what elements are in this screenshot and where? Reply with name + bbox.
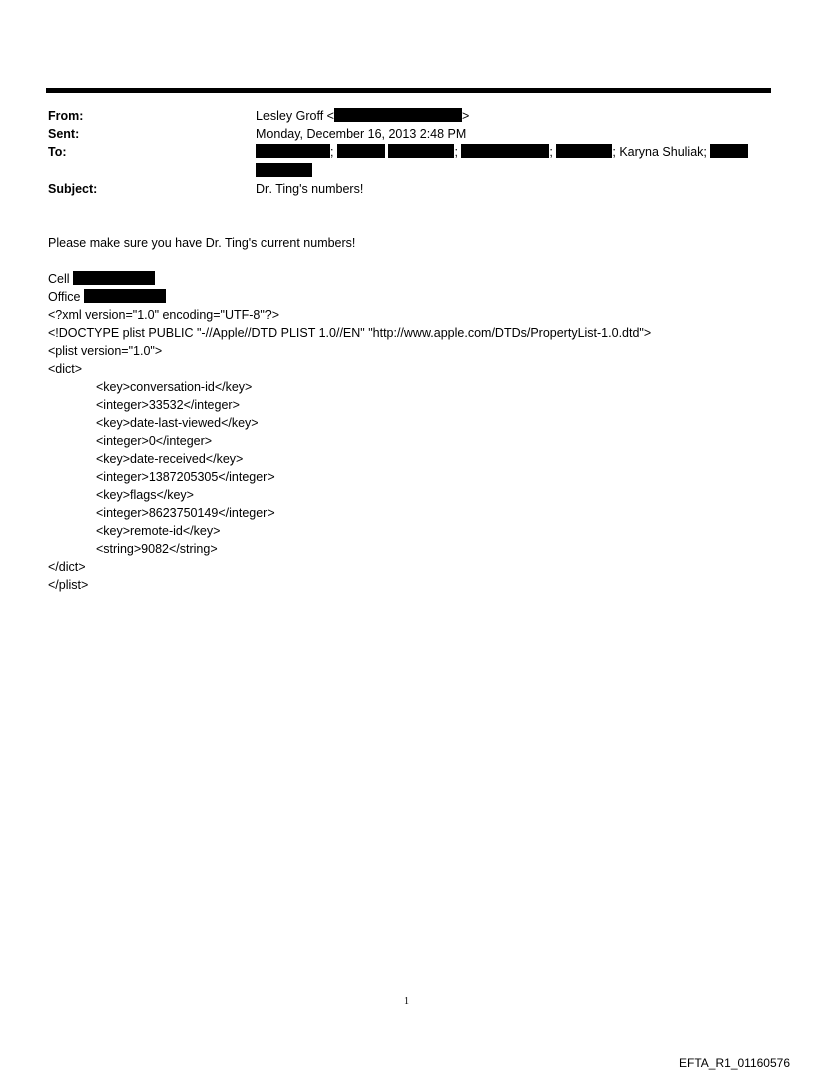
redaction-block: [388, 144, 454, 158]
dict-entry: <key>date-received</key>: [96, 452, 244, 466]
redaction-block: [710, 144, 748, 158]
dict-entry: <integer>8623750149</integer>: [96, 506, 275, 520]
to-separator: ;: [330, 145, 334, 159]
to-value-continued: [256, 163, 312, 179]
subject-label: Subject:: [48, 182, 98, 196]
dict-entry: <string>9082</string>: [96, 542, 218, 556]
from-close: >: [461, 109, 470, 123]
redaction-block: [334, 108, 462, 122]
sent-value: Monday, December 16, 2013 2:48 PM: [256, 127, 467, 141]
to-separator: ;: [549, 145, 553, 159]
redaction-block: [461, 144, 549, 158]
redaction-block: [73, 271, 155, 285]
dict-entry: <key>date-last-viewed</key>: [96, 416, 259, 430]
office-label: Office: [48, 290, 81, 304]
xml-declaration: <?xml version="1.0" encoding="UTF-8"?>: [48, 308, 280, 322]
dict-entry: <integer>33532</integer>: [96, 398, 240, 412]
dict-entry: <integer>0</integer>: [96, 434, 213, 448]
doctype-line: <!DOCTYPE plist PUBLIC "-//Apple//DTD PLIST 1.0//EN" "http://www.apple.com/DTDs/PropertyList-1.0.dtd">: [48, 326, 652, 340]
redaction-block: [337, 144, 385, 158]
dict-open: <dict>: [48, 362, 83, 376]
header-rule: [46, 88, 771, 93]
cell-line: [48, 271, 155, 287]
plist-close: </plist>: [48, 578, 89, 592]
sent-label: Sent:: [48, 127, 80, 141]
dict-close: </dict>: [48, 560, 86, 574]
dict-entry: <key>remote-id</key>: [96, 524, 221, 538]
document-id: EFTA_R1_01160576: [679, 1056, 790, 1070]
from-name: Lesley Groff <: [256, 109, 334, 123]
intro-text: Please make sure you have Dr. Ting's current numbers!: [48, 236, 356, 250]
page-number: 1: [404, 996, 409, 1007]
redaction-block: [256, 163, 312, 177]
redaction-block: [556, 144, 612, 158]
redaction-block: [256, 144, 330, 158]
office-line: [48, 289, 166, 305]
to-value: [256, 144, 748, 160]
to-label: To:: [48, 145, 67, 159]
dict-entry: <integer>1387205305</integer>: [96, 470, 275, 484]
from-label: From:: [48, 109, 84, 123]
to-separator: ;: [454, 145, 458, 159]
cell-label: Cell: [48, 272, 70, 286]
plist-open: <plist version="1.0">: [48, 344, 163, 358]
redaction-block: [84, 289, 166, 303]
to-named-recipient: ; Karyna Shuliak;: [612, 145, 707, 159]
subject-value: Dr. Ting's numbers!: [256, 182, 364, 196]
from-value: [256, 108, 469, 124]
dict-entry: <key>flags</key>: [96, 488, 194, 502]
dict-entry: <key>conversation-id</key>: [96, 380, 253, 394]
